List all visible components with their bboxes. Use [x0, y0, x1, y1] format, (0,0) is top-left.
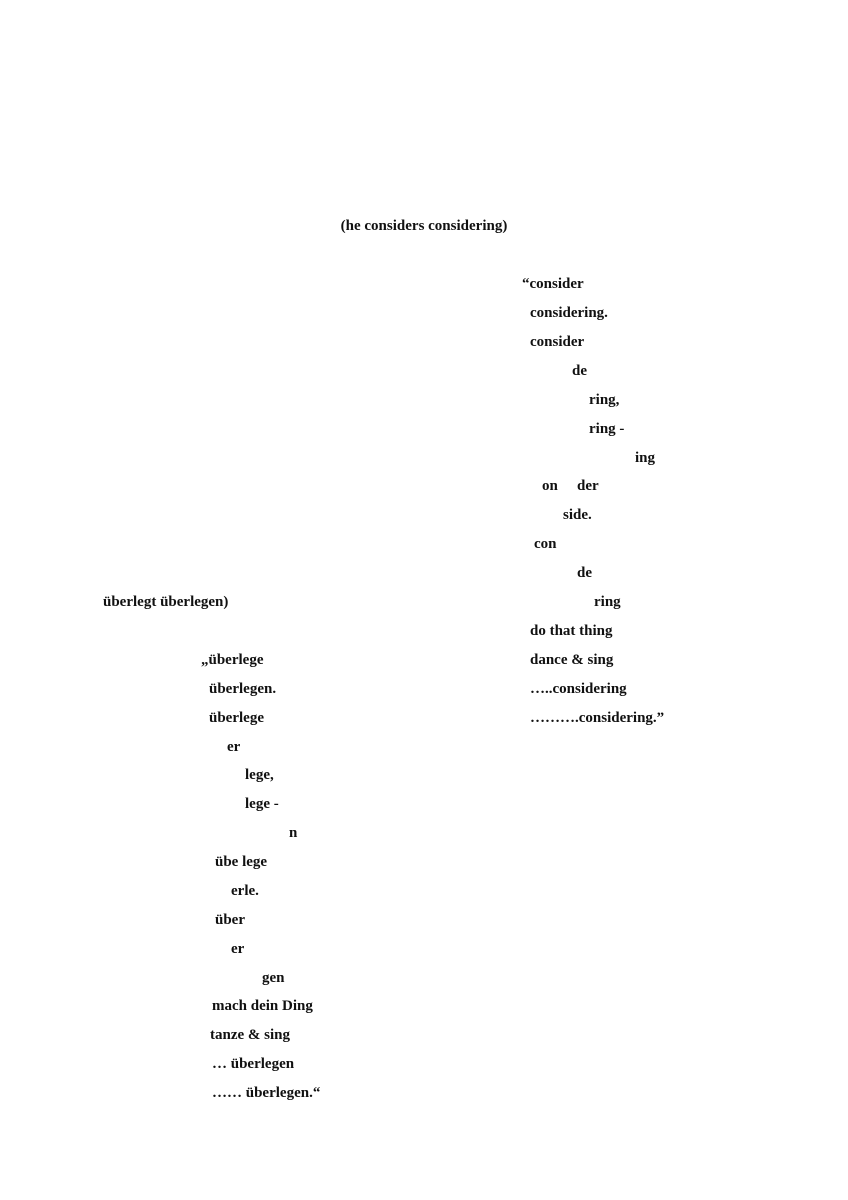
poem-line: do that thing	[530, 623, 613, 639]
poem-line: ring,	[589, 392, 620, 408]
poem-line: lege -	[245, 796, 279, 812]
poem-line: er	[227, 739, 241, 755]
poem-line: mach dein Ding	[212, 998, 313, 1014]
poem-line: „überlege	[201, 652, 264, 668]
poem-line: …… überlegen.“	[212, 1085, 321, 1101]
poem-line: er	[231, 941, 245, 957]
poem-line: n	[289, 825, 298, 841]
poem-line: übe lege	[215, 854, 268, 870]
poem-line: ……….considering.”	[530, 710, 665, 726]
poem-line: … überlegen	[212, 1056, 295, 1072]
poem-line: über	[215, 912, 245, 928]
german-heading: überlegt überlegen)	[103, 594, 229, 610]
poem-line: de	[577, 565, 592, 581]
poem-line: gen	[262, 970, 285, 986]
poem-line: consider	[530, 334, 585, 350]
poem-line: on	[542, 478, 558, 494]
poem-line: der	[577, 478, 599, 494]
poem-line: lege,	[245, 767, 274, 783]
poem-line: “consider	[522, 276, 584, 292]
poem-title: (he considers considering)	[340, 218, 508, 234]
poem-line: …..considering	[530, 681, 627, 697]
poem-line: de	[572, 363, 587, 379]
poem-line: ring	[594, 594, 621, 610]
poem-line: erle.	[231, 883, 259, 899]
poem-line: con	[534, 536, 557, 552]
poem-line: side.	[563, 507, 592, 523]
poem-line: tanze & sing	[210, 1027, 290, 1043]
poem-line: ing	[635, 450, 656, 466]
poem-line: überlege	[209, 710, 264, 726]
poem-line: ring -	[589, 421, 625, 437]
poem-line: considering.	[530, 305, 608, 321]
poem-line: dance & sing	[530, 652, 614, 668]
poem-line: überlegen.	[209, 681, 277, 697]
